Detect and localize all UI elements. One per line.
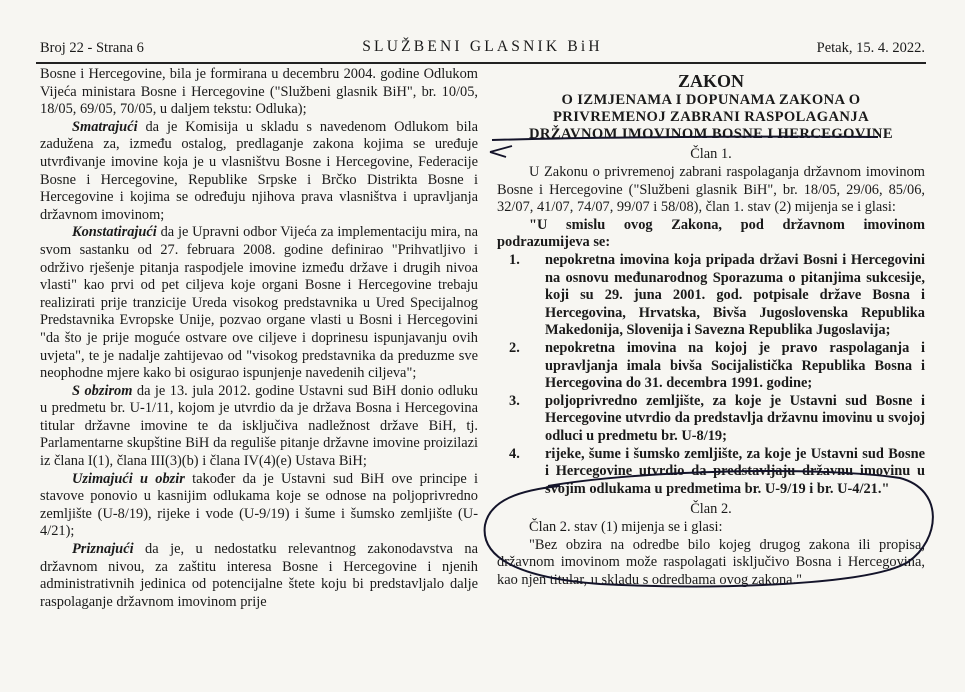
list-item — [497, 252, 925, 340]
paragraph-priznajuci: Priznajući da je, u nedostatku relevantnog zakonodavstva na državnom nivou, za zaštitu interesa Bosne i Hercegovine i njenih administrativnih jedinica od potencijalne štete koju bi predstavljalo dalje raspolaganje državnom imovinom prije — [40, 541, 478, 610]
paragraph-s-obzirom: S obzirom da je 13. jula 2012. godine Ustavni sud BiH donio odluku u predmetu br. U-1/11, kojom je utvrdio da je država Bosna i Hercegovina titular državne imovine te da isključiva nadležnost države BiH, tj. Parlamentarne skupštine BiH da reguliše pitanje državne imovine proizilazi iz člana I(1), člana III(3)(b) i člana IV(4)(e) Ustava BiH; — [40, 382, 478, 470]
list-item-number: 3. — [509, 392, 520, 409]
article-2-quote: "Bez obzira na odredbe bilo kojeg drugog zakona ili propisa, državnom imovinom može raspolagati isključivo Bosna i Hercegovina, kao njen titular, u skladu s odredbama ovog zakona." — [497, 536, 925, 589]
page-header — [40, 36, 925, 58]
paragraph-smatrajuci: Smatrajući da je Komisija u skladu s navedenom Odlukom bila zadužena za, između ostalog, predlaganje zakona kojima se uređuje utvrđivanje imovine koja je u vlasništvu Bosne i Hercegovine, Federacije Bosne i Hercegovine, Republike Srpske i Brčko Distrikta Bosne i Hercegovine i kojima se određuju njihova prava vlasništva i upravljanja državnom imovinom; — [40, 118, 478, 223]
issue-date: Petak, 15. 4. 2022. — [816, 40, 925, 56]
list-item — [497, 393, 925, 446]
article-2-heading: Član 2. — [690, 501, 732, 518]
list-item-number: 2. — [509, 339, 520, 356]
law-subtitle-line: O IZMJENAMA I DOPUNAMA ZAKONA O — [561, 92, 861, 108]
law-subtitle-line: PRIVREMENOJ ZABRANI RASPOLAGANJA — [552, 109, 870, 125]
paragraph-konstatirajuci: Konstatirajući da je Upravni odbor Vijeća za implementaciju mira, na svom sastanku od 27. februara 2008. godine definirao "Prihvatljivo i održivo rješenje pitanja raspodjele imovine između države i drugih nivoa vlasti" kao prvi od pet ciljeva koje organi Bosne i Hercegovine trebaju realizirati prije tranzicije Ureda visokog predstavnika u Ured Specijalnog Predstavnika Evropske Unije, pozvao organe vlasti u Bosni i Hercegovini "da što je prije moguće ostvare ove ciljeve i doprinesu ispunjavanju ovih uvjeta", te je nadalje zahtijevao od "visokog predstavnika da preduzme sve neophodne mjere kako bi osigurao ispunjenje navedenih ciljeva"; — [40, 224, 478, 382]
right-column — [497, 66, 925, 590]
article-1-quote: "U smislu ovog Zakona, pod državnom imovinom podrazumijeva se: — [497, 216, 925, 251]
list-item-number: 4. — [509, 445, 520, 462]
list-item-number: 1. — [509, 251, 520, 268]
law-title: ZAKON — [677, 71, 744, 91]
law-subtitle-line: DRŽAVNOM IMOVINOM BOSNE I HERCEGOVINE — [528, 126, 893, 142]
paragraph-uzimajuci: Uzimajući u obzir također da je Ustavni sud BiH ove principe i stavove ponovio u kasnijim odlukama koje se odnose na poljoprivredno zemljište (U-8/19), rijeke i vode (U-9/19) i šume i šumsko zemljište (U-4/21); — [40, 470, 479, 540]
list-item-highlighted — [497, 446, 925, 499]
paragraph-continuation: Bosne i Hercegovine, bila je formirana u decembru 2004. godine Odlukom Vijeća ministara Bosne i Hercegovine ("Službeni glasnik BiH", br. 10/05, 18/05, 69/05, 70/05, u daljem tekstu: Odluka); — [40, 66, 478, 118]
article-2-intro: Član 2. stav (1) mijenja se i glasi: — [529, 519, 723, 536]
list-item-text: rijeke, šume i šumsko zemljište, za koje je Ustavni sud Bosne i Hercegovine utvrdio da predstavljaju državnu imovinu u svojim odlukama u predmetima br. U-9/19 i br. U-4/21." — [545, 445, 925, 497]
article-1-heading: Član 1. — [690, 146, 732, 162]
list-item-text: nepokretna imovina na kojoj je pravo raspolaganja i upravljanja imala bivša Socijalistička Republika Bosna i Hercegovina do 31. decembra 1991. godine; — [545, 339, 925, 392]
header-rule — [36, 62, 926, 64]
list-item-text: poljoprivredno zemljište, za koje je Ustavni sud Bosne i Hercegovine utvrdio da predstavlja državnu imovinu u svojoj odluci u predmetu br. U-8/19; — [545, 392, 925, 444]
issue-page-number: Broj 22 - Strana 6 — [40, 40, 144, 56]
article-1-intro: U Zakonu o privremenoj zabrani raspolaganja državnom imovinom Bosne i Hercegovine ("Službeni glasnik BiH", br. 18/05, 29/06, 85/06, 32/07, 41/07, 74/07, 99/07 i 58/08), član 1. stav (2) mijenja se i glasi: — [497, 164, 925, 216]
list-item — [497, 340, 925, 393]
list-item-text: nepokretna imovina koja pripada državi Bosni i Hercegovini na osnovu međunarodnog Sporazuma o pitanjima sukcesije, koji su 29. juna 2001. god. potpisale države Bosna i Hercegovina, Hrvatska, Bivša Jugoslovenska Republika Makedonija, Slovenija i Savezna Republika Jugoslavija; — [545, 251, 925, 339]
left-column — [40, 66, 478, 611]
gazette-title: SLUŽBENI GLASNIK BiH — [362, 38, 603, 55]
